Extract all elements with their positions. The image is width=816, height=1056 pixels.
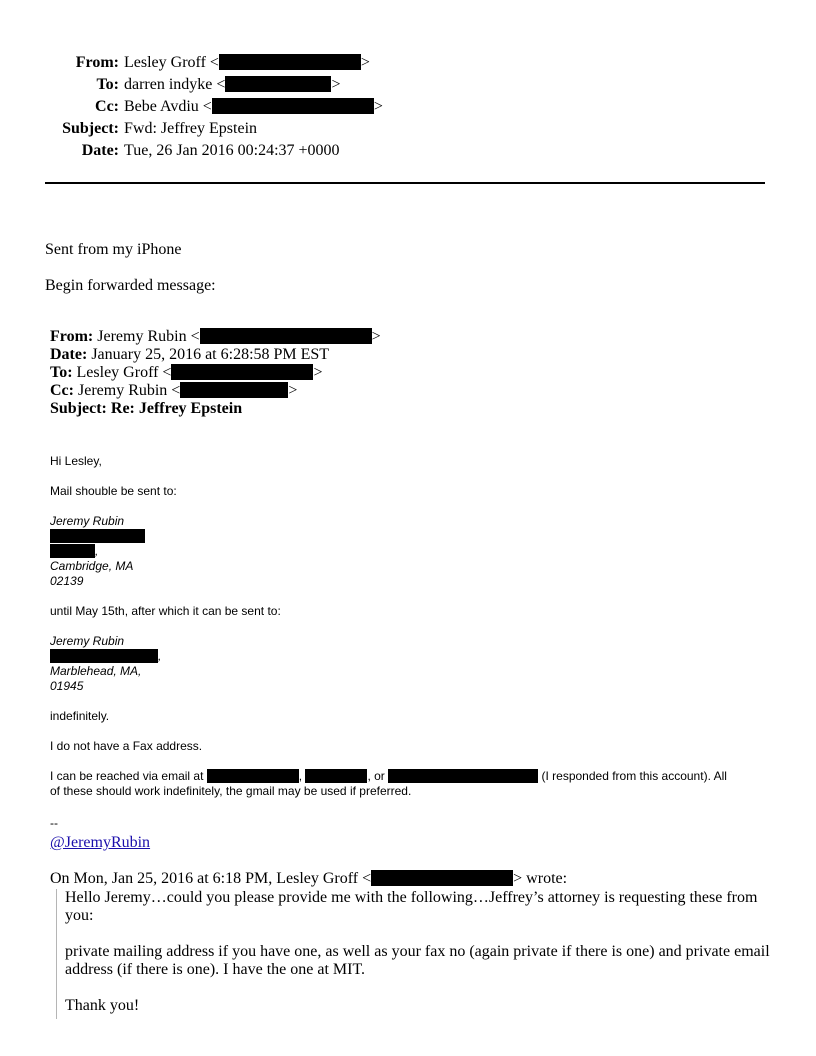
header-cc-row [0, 96, 383, 118]
quoted-intro [50, 870, 567, 888]
header-to-row [0, 74, 383, 96]
fwd-to-row [50, 364, 381, 382]
comma: , [95, 544, 99, 558]
redaction-box [371, 870, 513, 886]
signature-handle[interactable] [50, 834, 150, 852]
cc-value: Bebe Avdiu < [124, 98, 212, 115]
header-subject-row [0, 118, 383, 140]
address1-unit [50, 544, 98, 559]
bracket-close: > [288, 382, 298, 399]
quoted-paragraph-1: Hello Jeremy…could you please provide me with the following…Jeffrey’s attorney is requesting these from you: [65, 889, 758, 924]
mail-instruction: Mail shouble be sent to: [50, 484, 177, 498]
fwd-date-value: January 25, 2016 at 6:28:58 PM EST [91, 346, 330, 363]
to-value: darren indyke < [124, 76, 226, 93]
no-fax-line: I do not have a Fax address. [50, 739, 203, 753]
bracket-close: > [360, 54, 370, 71]
subject-label: Subject: [62, 120, 119, 137]
address2-city: Marblehead, MA, [50, 664, 142, 678]
to-label: To: [96, 76, 119, 93]
fwd-subject-row [50, 400, 381, 418]
redaction-box [50, 544, 95, 558]
reach-prefix: I can be reached via email at [50, 769, 204, 783]
from-label: From: [75, 54, 119, 71]
fwd-subject-label: Subject: [50, 400, 107, 417]
fwd-from-row [50, 328, 381, 346]
or-text: , or [367, 769, 385, 783]
date-label: Date: [81, 142, 119, 159]
reach-suffix: (I responded from this account). All [541, 769, 727, 783]
fwd-from-label: From: [50, 328, 94, 345]
quoted-paragraph-2: private mailing address if you have one, as well as your fax no (again private if there is one) and private email address (if there is one). I have the one at MIT. [65, 943, 770, 978]
redaction-box [50, 529, 145, 543]
address2-zip: 01945 [50, 679, 84, 693]
comma: , [158, 649, 162, 663]
redaction-box [200, 328, 372, 344]
quoted-message [56, 889, 775, 1019]
redaction-box [225, 76, 331, 92]
email-header [0, 52, 383, 162]
subject-value: Fwd: Jeffrey Epstein [124, 120, 258, 137]
address1-zip: 02139 [50, 574, 84, 588]
redaction-box [171, 364, 313, 380]
fwd-to-label: To: [50, 364, 73, 381]
signature-dashes: -- [50, 816, 58, 830]
comma: , [298, 769, 303, 783]
forwarded-header [50, 328, 381, 418]
redaction-box [212, 98, 374, 114]
sent-from-line: Sent from my iPhone [45, 241, 182, 258]
address1-name: Jeremy Rubin [50, 514, 125, 528]
bracket-close: > [373, 98, 383, 115]
redaction-box [388, 769, 538, 783]
address2-street [50, 649, 161, 664]
fwd-from-value: Jeremy Rubin < [97, 328, 200, 345]
fwd-to-value: Lesley Groff < [76, 364, 172, 381]
greeting: Hi Lesley, [50, 454, 102, 468]
begin-forwarded-line: Begin forwarded message: [45, 277, 216, 294]
fwd-date-label: Date: [50, 346, 88, 363]
reach-line-2: of these should work indefinitely, the gmail may be used if preferred. [50, 784, 412, 798]
header-from-row [0, 52, 383, 74]
twitter-handle-link[interactable]: @JeremyRubin [50, 834, 151, 851]
redaction-box [50, 649, 158, 663]
header-divider [45, 182, 765, 184]
from-value: Lesley Groff < [124, 54, 219, 71]
redaction-box [180, 382, 288, 398]
address1-street [50, 529, 145, 544]
fwd-subject-value: Re: Jeffrey Epstein [110, 400, 243, 417]
address2-name: Jeremy Rubin [50, 634, 125, 648]
bracket-close: > [313, 364, 323, 381]
redaction-box [305, 769, 367, 783]
redaction-box [219, 54, 361, 70]
fwd-cc-row [50, 382, 381, 400]
indefinitely-line: indefinitely. [50, 709, 110, 723]
bracket-close: > [331, 76, 341, 93]
reach-line [50, 769, 727, 784]
address1-city: Cambridge, MA [50, 559, 134, 573]
date-value: Tue, 26 Jan 2016 00:24:37 +0000 [124, 142, 340, 159]
cc-label: Cc: [95, 98, 119, 115]
fwd-cc-label: Cc: [50, 382, 74, 399]
bracket-close: > [371, 328, 381, 345]
header-date-row [0, 140, 383, 162]
quoted-paragraph-3: Thank you! [65, 997, 140, 1014]
redaction-box [207, 769, 299, 783]
fwd-cc-value: Jeremy Rubin < [77, 382, 181, 399]
until-line: until May 15th, after which it can be sent to: [50, 604, 281, 618]
quoted-intro-suffix: > wrote: [513, 870, 568, 887]
fwd-date-row [50, 346, 381, 364]
quoted-intro-prefix: On Mon, Jan 25, 2016 at 6:18 PM, Lesley Groff < [50, 870, 372, 887]
